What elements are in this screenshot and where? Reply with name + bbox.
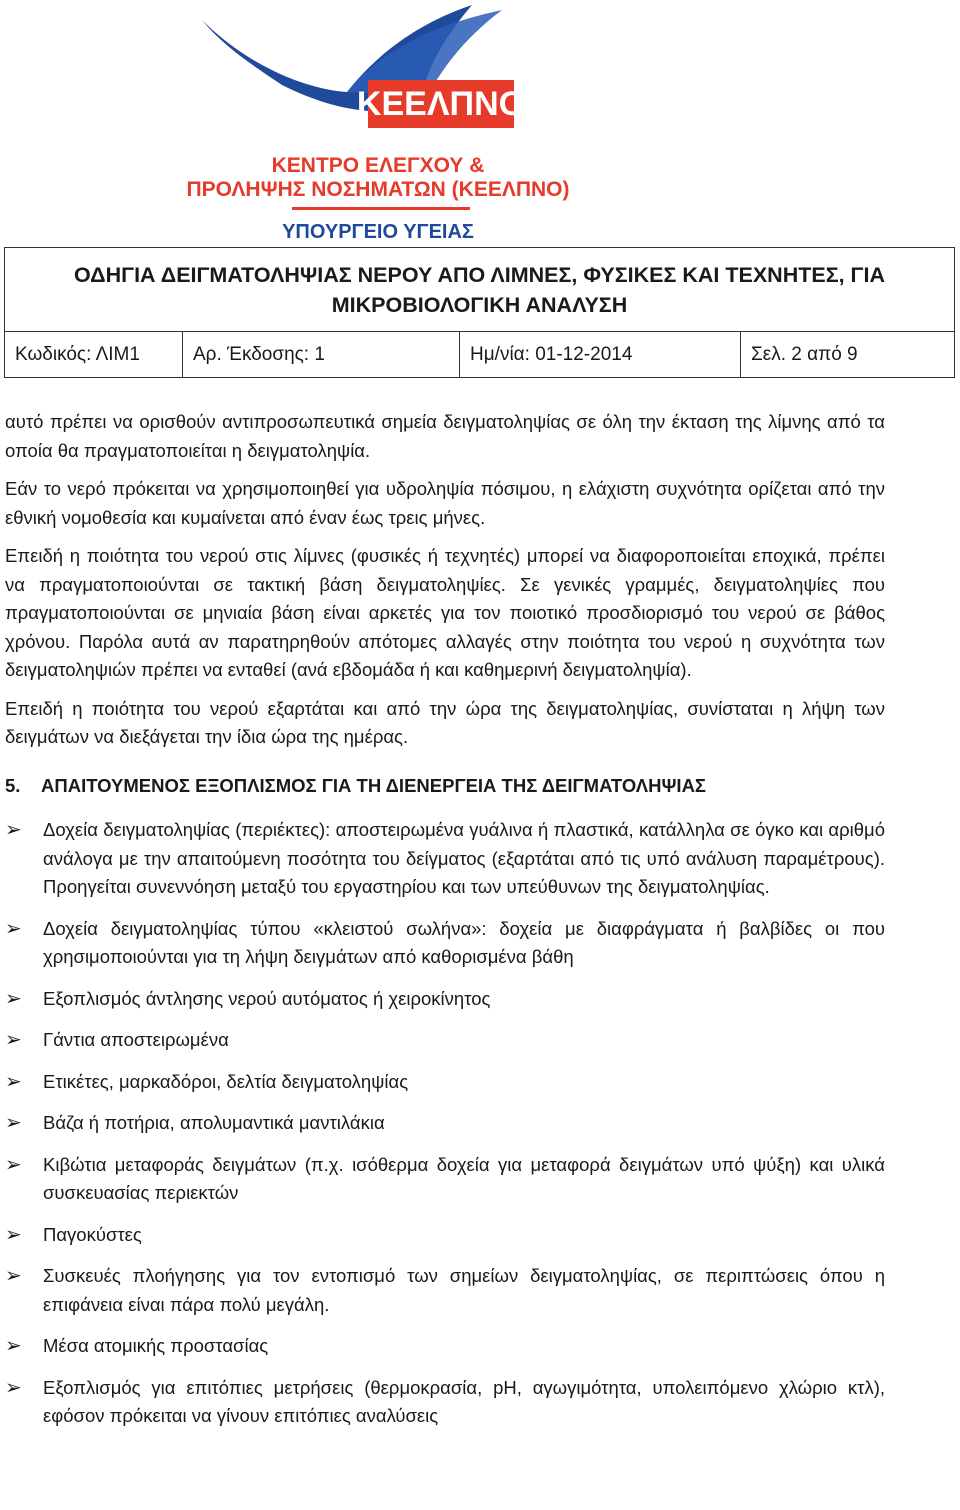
list-item-text: Κιβώτια μεταφοράς δειγμάτων (π.χ. ισόθερμα δοχεία για μεταφορά δειγμάτων υπό ψύξη) και υλικά συσκευασίας περιεκτών (43, 1153, 885, 1203)
arrow-bullet-icon: ➢ (5, 1112, 22, 1134)
list-item (5, 816, 885, 902)
title-line-1: ΟΔΗΓΙΑ ΔΕΙΓΜΑΤΟΛΗΨΙΑΣ ΝΕΡΟΥ ΑΠΟ ΛΙΜΝΕΣ, ΦΥΣΙΚΕΣ ΚΑΙ ΤΕΧΝΗΤΕΣ, ΓΙΑ (74, 262, 885, 287)
paragraph: Επειδή η ποιότητα του νερού εξαρτάται και από την ώρα της δειγματοληψίας, συνίσταται η λήψη των δειγμάτων να διεξάγεται την ίδια ώρα της ημέρας. (5, 697, 885, 747)
list-item (5, 1151, 885, 1208)
document-body (5, 408, 885, 1444)
section-heading (5, 772, 885, 801)
list-item-text: Εξοπλισμός για επιτόπιες μετρήσεις (θερμοκρασία, pH, αγωγιμότητα, υπολειπόμενο χλώριο κτλ), εφόσον πρόκειται να γίνουν επιτόπιες αναλύσεις (43, 1376, 885, 1426)
list-item (5, 1262, 885, 1319)
list-item-text: Παγοκύστες (43, 1223, 142, 1245)
list-item (5, 1221, 885, 1250)
list-item (5, 1068, 885, 1097)
metadata-row (5, 332, 954, 377)
list-item (5, 1374, 885, 1431)
arrow-bullet-icon: ➢ (5, 917, 22, 940)
arrow-bullet-icon: ➢ (5, 1153, 22, 1176)
list-item (5, 1026, 885, 1055)
date-cell: Ημ/νία: 01-12-2014 (460, 332, 741, 377)
paragraph: Επειδή η ποιότητα του νερού στις λίμνες (φυσικές ή τεχνητές) μπορεί να διαφοροποιείται εποχικά, πρέπει να πραγματοποιούνται σε τακτική βάση δειγματοληψίες. Σε γενικές γραμμές, δειγματοληψίες που πραγματοποιούνται σε μηνιαία βάση είναι αρκετές για τον ποιοτικό προσδιορισμό του νερού σε βάθος χρόνου. Παρόλα αυτά αν παρατηρηθούν απότομες αλλαγές στην ποιότητα του νερού η συχνότητα των δειγματοληψιών πρέπει να ενταθεί (ανά εβδομάδα ή και καθημερινή δειγματοληψία). (5, 545, 885, 680)
list-item-text: Συσκευές πλοήγησης για τον εντοπισμό των σημείων δειγματοληψίας, σε περιπτώσεις όπου η επιφάνεια είναι πάρα πολύ μεγάλη. (43, 1265, 885, 1315)
arrow-bullet-icon: ➢ (5, 1029, 22, 1051)
document-header-table (4, 247, 955, 378)
list-item-text: Δοχεία δειγματοληψίας (περιέκτες): αποστειρωμένα γυάλινα ή πλαστικά, κατάλληλα σε όγκο και αριθμό ανάλογα με την απαιτούμενη ποσότητα του δείγματος (εξαρτάται από τις υπό ανάλυση παραμέτρους). Προηγείται συνεννόηση μεταξύ του εργαστηρίου και των υπεύθυνων της δειγματοληψίας. (43, 819, 885, 897)
arrow-bullet-icon: ➢ (5, 1335, 22, 1357)
logo-line1-text: ΚΕΝΤΡΟ ΕΛΕΓΧΟΥ & (271, 154, 485, 177)
dove-logo-graphic (172, 0, 584, 246)
list-item-text: Βάζα ή ποτήρια, απολυμαντικά μαντιλάκια (43, 1112, 385, 1133)
list-item (5, 1109, 885, 1138)
page-number-cell: Σελ. 2 από 9 (751, 343, 858, 365)
list-item-text: Εξοπλισμός άντλησης νερού αυτόματος ή χειροκίνητος (43, 987, 491, 1009)
list-item-text: Ετικέτες, μαρκαδόροι, δελτία δειγματοληψίας (43, 1070, 409, 1092)
logo-name-text: ΚΕΕΛΠΝΟ (356, 85, 526, 123)
list-item-text: Δοχεία δειγματοληψίας τύπου «κλειστού σωλήνα»: δοχεία με διαφράγματα ή βαλβίδες οι που χρησιμοποιούνται για τη λήψη δειγμάτων από καθορισμένα βάθη (43, 917, 885, 967)
list-item-text: Μέσα ατομικής προστασίας (43, 1335, 269, 1356)
list-item (5, 985, 885, 1014)
logo-line2-text: ΠΡΟΛΗΨΗΣ ΝΟΣΗΜΑΤΩΝ (ΚΕΕΛΠΝΟ) (186, 178, 570, 201)
keelpno-logo (172, 0, 584, 246)
arrow-bullet-icon: ➢ (5, 1265, 22, 1287)
edition-cell: Αρ. Έκδοσης: 1 (183, 332, 460, 377)
arrow-bullet-icon: ➢ (5, 987, 22, 1010)
title-line-2: ΜΙΚΡΟΒΙΟΛΟΓΙΚΗ ΑΝΑΛΥΣΗ (331, 292, 628, 317)
section-title-text: ΑΠΑΙΤΟΥΜΕΝΟΣ ΕΞΟΠΛΙΣΜΟΣ ΓΙΑ ΤΗ ΔΙΕΝΕΡΓΕΙΑ ΤΗΣ ΔΕΙΓΜΑΤΟΛΗΨΙΑΣ (41, 774, 707, 796)
list-item-text: Γάντια αποστειρωμένα (43, 1029, 229, 1050)
list-item (5, 915, 885, 972)
arrow-bullet-icon: ➢ (5, 1376, 22, 1399)
arrow-bullet-icon: ➢ (5, 819, 22, 841)
section-number: 5. (5, 774, 21, 796)
code-cell: Κωδικός: ΛΙΜ1 (5, 332, 183, 377)
arrow-bullet-icon: ➢ (5, 1070, 22, 1093)
logo-line3-text: ΥΠΟΥΡΓΕΙΟ ΥΓΕΙΑΣ (282, 221, 474, 243)
list-item (5, 1332, 885, 1361)
paragraph: αυτό πρέπει να ορισθούν αντιπροσωπευτικά σημεία δειγματοληψίας σε όλη την έκταση της λίμνης από τα οποία θα πραγματοποιείται η δειγματοληψία. (5, 411, 885, 461)
paragraph: Εάν το νερό πρόκειται να χρησιμοποιηθεί για υδροληψία πόσιμου, η ελάχιστη συχνότητα ορίζεται από την εθνική νομοθεσία και κυμαίνεται από έναν έως τρεις μήνες. (5, 478, 885, 528)
document-title (5, 248, 954, 332)
arrow-bullet-icon: ➢ (5, 1223, 22, 1246)
equipment-list (5, 816, 885, 1431)
